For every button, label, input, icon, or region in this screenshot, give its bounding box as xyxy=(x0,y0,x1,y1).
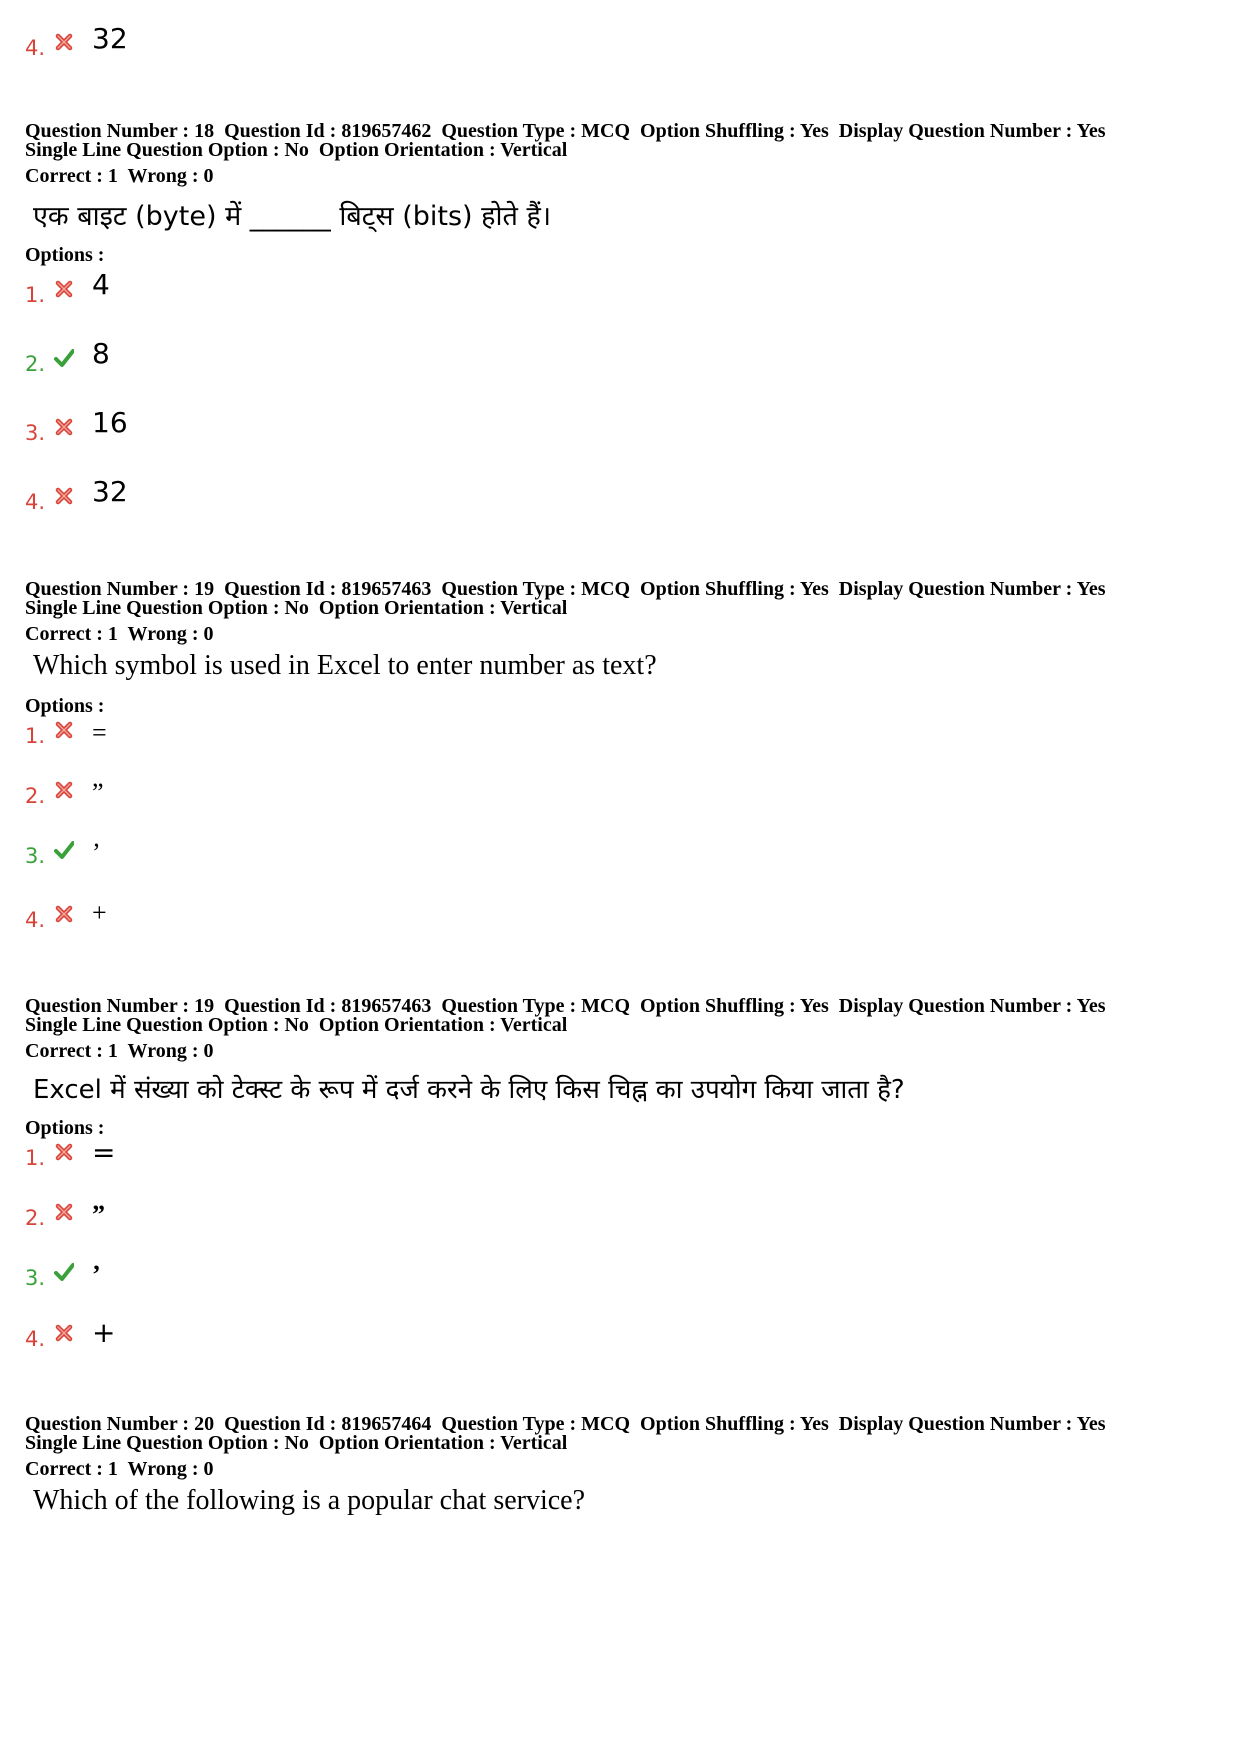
question-header: Question Number : 18 Question Id : 819657462 Question Type : MCQ Option Shuffling : Yes Display Question Number : Yes xyxy=(25,120,1106,142)
marks-line: Correct : 1 Wrong : 0 xyxy=(25,1040,214,1062)
option-value: + xyxy=(92,898,107,927)
option-number: 4. xyxy=(25,908,46,932)
check-icon xyxy=(54,1262,74,1282)
option-number: 2. xyxy=(25,1206,46,1230)
option-number: 1. xyxy=(25,283,46,307)
cross-icon xyxy=(54,1323,74,1343)
cross-icon xyxy=(54,279,74,299)
check-icon xyxy=(54,840,74,860)
option-value: ’ xyxy=(92,1260,101,1289)
options-label: Options : xyxy=(25,1117,105,1139)
question-text: एक बाइट (byte) में ______ बिट्स (bits) होते हैं। xyxy=(33,201,552,232)
question-header-line2: Single Line Question Option : No Option Orientation : Vertical xyxy=(25,1014,568,1036)
question-header: Question Number : 19 Question Id : 819657463 Question Type : MCQ Option Shuffling : Yes Display Question Number : Yes xyxy=(25,995,1106,1017)
option-number: 3. xyxy=(25,844,46,868)
cross-icon xyxy=(54,780,74,800)
option-number: 3. xyxy=(25,1266,46,1290)
cross-icon xyxy=(54,1202,74,1222)
option-value: ” xyxy=(92,1200,105,1229)
cross-icon xyxy=(54,720,74,740)
option-number: 4. xyxy=(25,36,46,60)
question-header-line2: Single Line Question Option : No Option Orientation : Vertical xyxy=(25,139,568,161)
option-value: ” xyxy=(92,778,104,807)
cross-icon xyxy=(54,1142,74,1162)
cross-icon xyxy=(54,417,74,437)
option-number: 2. xyxy=(25,784,46,808)
options-label: Options : xyxy=(25,695,105,717)
option-number: 4. xyxy=(25,490,46,514)
cross-icon xyxy=(54,904,74,924)
marks-line: Correct : 1 Wrong : 0 xyxy=(25,165,214,187)
options-label: Options : xyxy=(25,244,105,266)
question-header-line2: Single Line Question Option : No Option Orientation : Vertical xyxy=(25,597,568,619)
option-value: + xyxy=(92,1316,116,1349)
option-value: 16 xyxy=(92,406,128,439)
cross-icon xyxy=(54,486,74,506)
marks-line: Correct : 1 Wrong : 0 xyxy=(25,623,214,645)
option-number: 2. xyxy=(25,352,46,376)
option-value: ’ xyxy=(92,838,101,867)
option-number: 1. xyxy=(25,724,46,748)
question-header: Question Number : 20 Question Id : 819657464 Question Type : MCQ Option Shuffling : Yes Display Question Number : Yes xyxy=(25,1413,1106,1435)
option-value: = xyxy=(92,1136,116,1169)
option-value: 4 xyxy=(92,268,110,301)
question-header-line2: Single Line Question Option : No Option Orientation : Vertical xyxy=(25,1432,568,1454)
cross-icon xyxy=(54,32,74,52)
option-value: 32 xyxy=(92,22,128,55)
option-value: = xyxy=(92,718,107,747)
marks-line: Correct : 1 Wrong : 0 xyxy=(25,1458,214,1480)
question-header: Question Number : 19 Question Id : 819657463 Question Type : MCQ Option Shuffling : Yes Display Question Number : Yes xyxy=(25,578,1106,600)
option-value: 8 xyxy=(92,337,110,370)
question-text: Excel में संख्या को टेक्स्ट के रूप में दर्ज करने के लिए किस चिह्न का उपयोग किया जाता है? xyxy=(33,1075,905,1105)
question-text: Which symbol is used in Excel to enter number as text? xyxy=(33,650,657,681)
option-number: 4. xyxy=(25,1327,46,1351)
question-text: Which of the following is a popular chat service? xyxy=(33,1485,586,1516)
option-number: 1. xyxy=(25,1146,46,1170)
option-value: 32 xyxy=(92,475,128,508)
check-icon xyxy=(54,348,74,368)
option-number: 3. xyxy=(25,421,46,445)
